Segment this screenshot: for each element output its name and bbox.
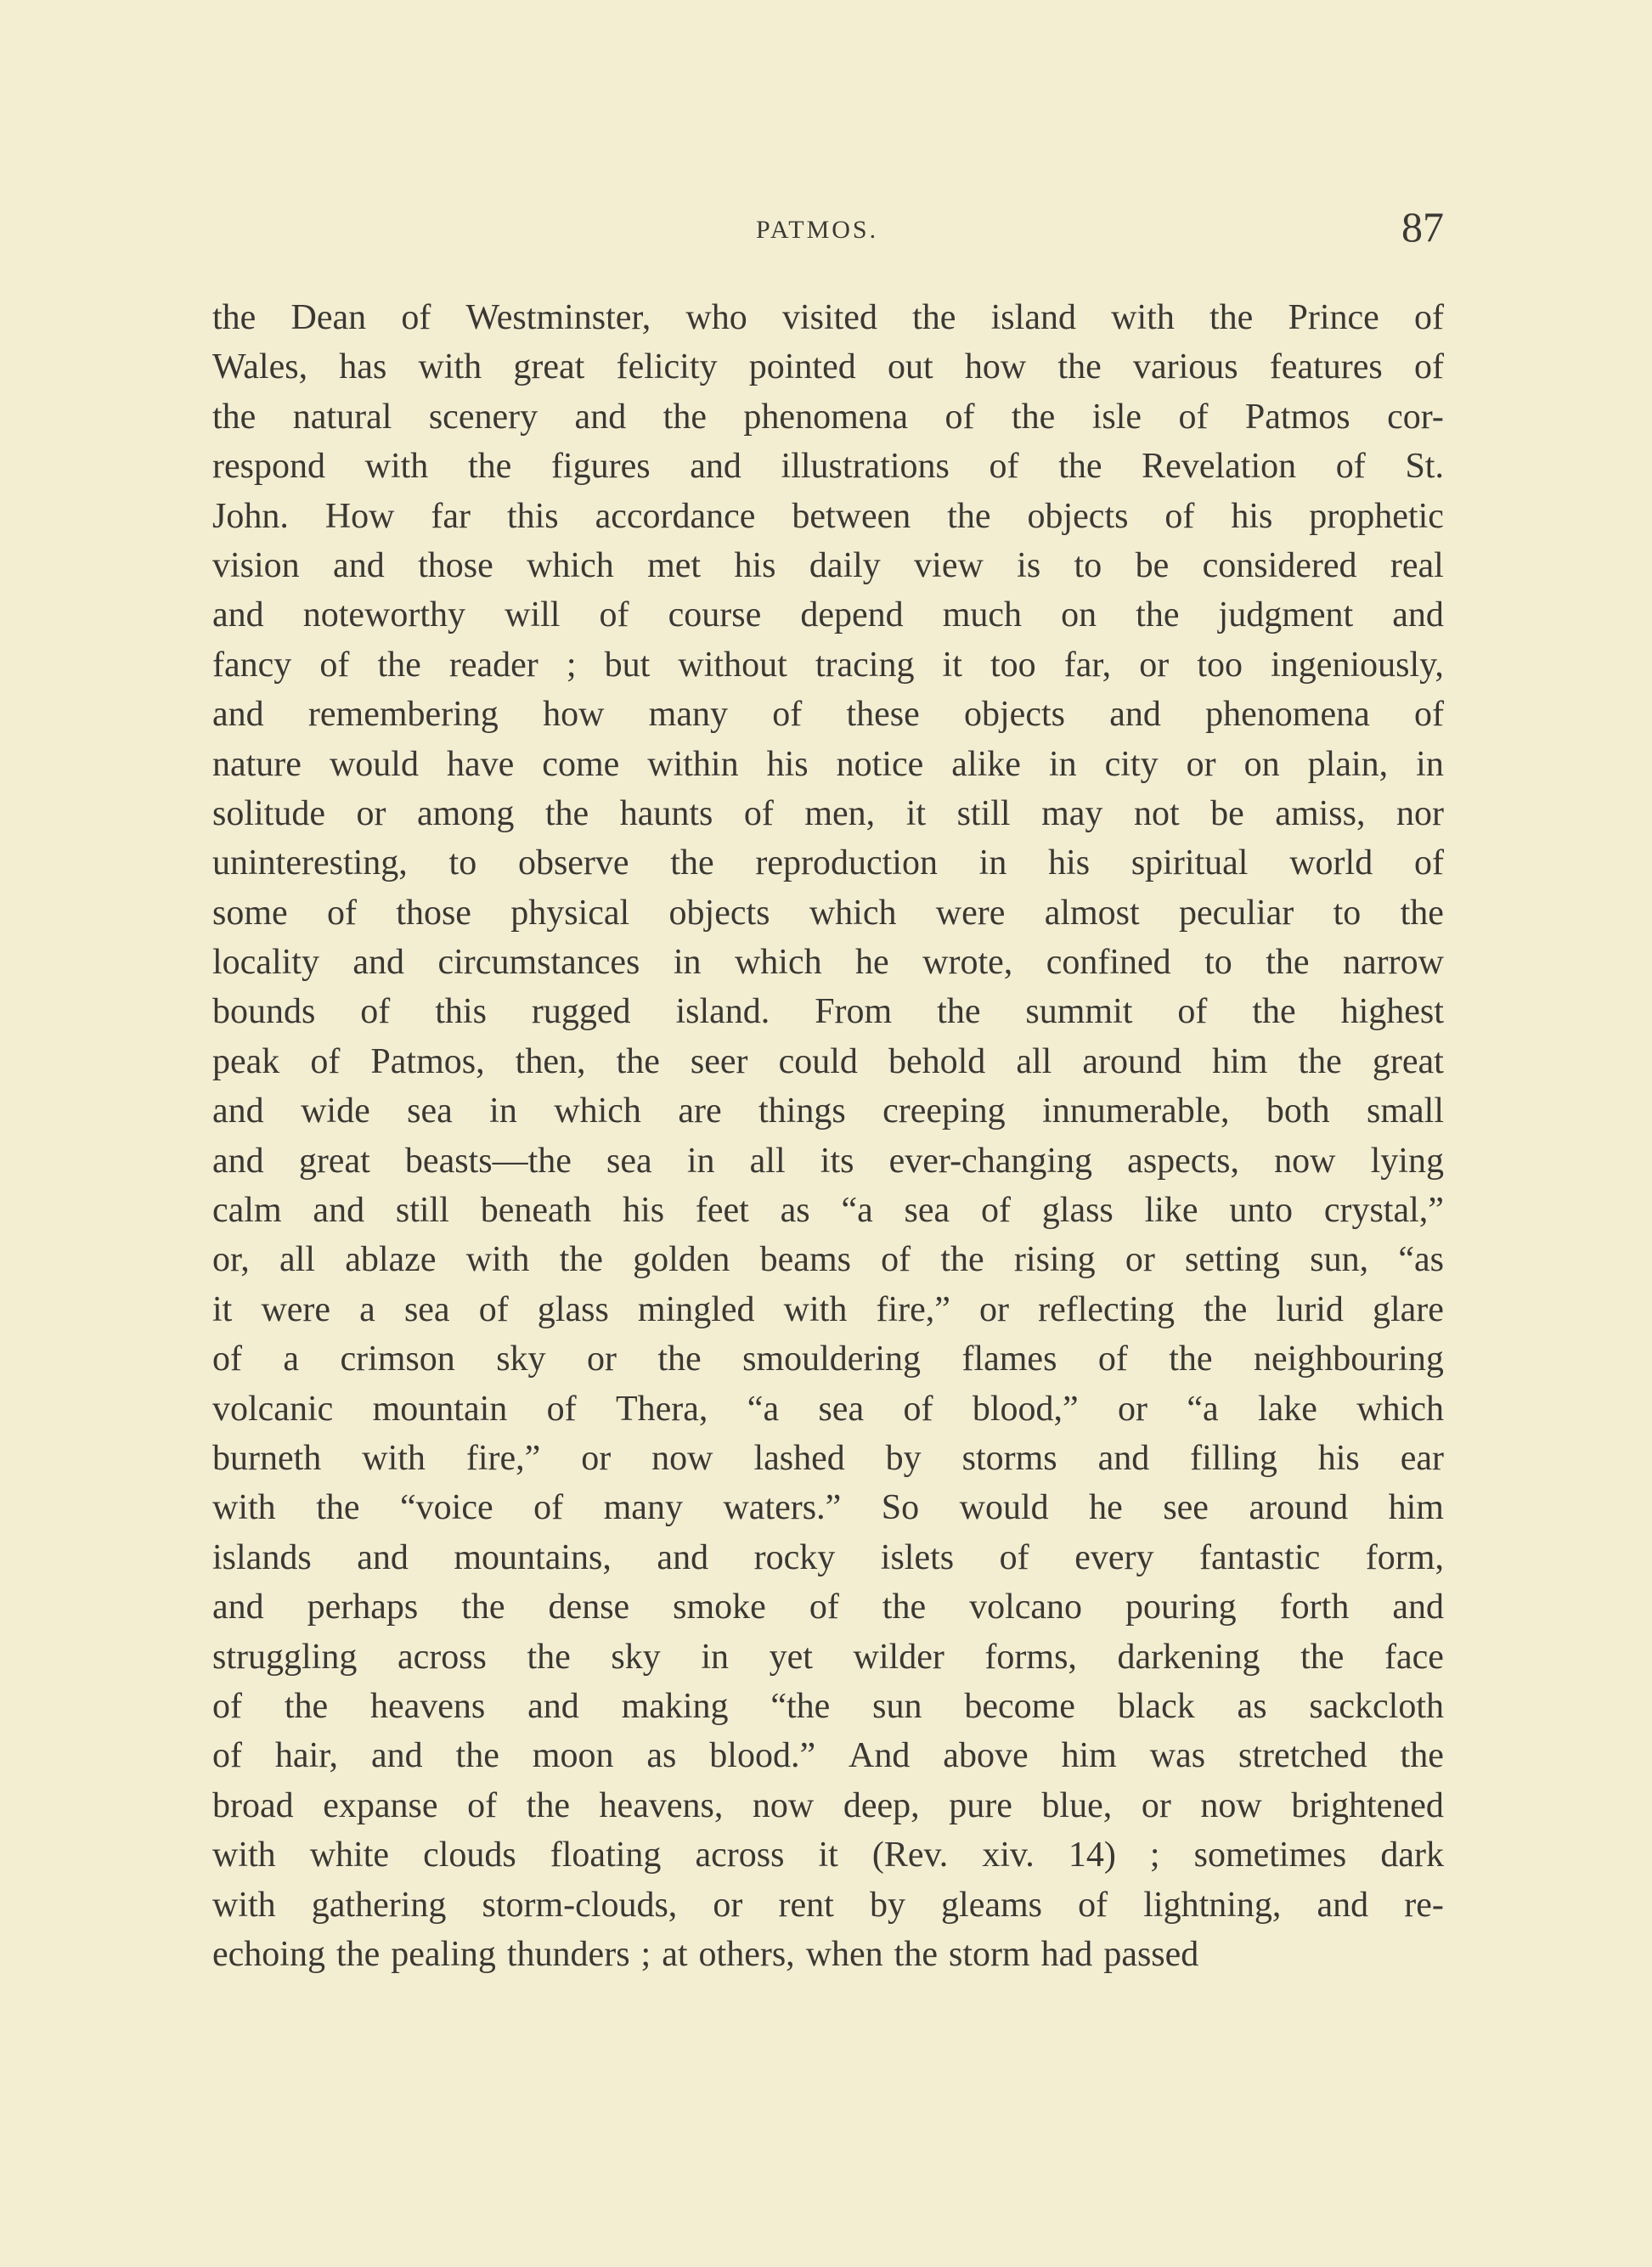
text-line: of the heavens and making “the sun become black as sackcloth — [212, 1686, 1444, 1726]
text-line: echoing the pealing thunders ; at others, when the storm had passed — [212, 1934, 1199, 1974]
text-line: respond with the figures and illustrations of the Revelation of St. — [212, 447, 1444, 487]
text-line: and remembering how many of these objects and phenomena of — [212, 695, 1444, 735]
text-line: islands and mountains, and rocky islets of every fantastic form, — [212, 1537, 1444, 1577]
running-title: PATMOS. — [756, 216, 879, 244]
text-line: locality and circumstances in which he wrote, confined to the narrow — [212, 943, 1444, 983]
running-head — [212, 202, 1444, 262]
text-line: and noteworthy will of course depend much on the judgment and — [212, 595, 1444, 635]
text-line: Wales, has with great felicity pointed out how the various features of — [212, 347, 1444, 387]
text-line: burneth with fire,” or now lashed by storms and filling his ear — [212, 1438, 1444, 1478]
text-line: with gathering storm-clouds, or rent by gleams of lightning, and re- — [212, 1885, 1444, 1925]
text-line: vision and those which met his daily view is to be considered real — [212, 545, 1444, 585]
text-line: and wide sea in which are things creeping innumerable, both small — [212, 1091, 1444, 1131]
body-text — [212, 293, 1444, 1979]
text-line: volcanic mountain of Thera, “a sea of blood,” or “a lake which — [212, 1389, 1444, 1429]
text-line: bounds of this rugged island. From the summit of the highest — [212, 992, 1444, 1032]
text-line: the natural scenery and the phenomena of the isle of Patmos cor- — [212, 397, 1444, 437]
text-line: with the “voice of many waters.” So would he see around him — [212, 1488, 1444, 1528]
text-line: and perhaps the dense smoke of the volcano pouring forth and — [212, 1587, 1444, 1627]
text-line: it were a sea of glass mingled with fire,” or reflecting the lurid glare — [212, 1289, 1444, 1329]
text-line: broad expanse of the heavens, now deep, pure blue, or now brightened — [212, 1785, 1444, 1825]
text-line: of hair, and the moon as blood.” And above him was stretched the — [212, 1736, 1444, 1776]
text-line: some of those physical objects which were almost peculiar to the — [212, 893, 1444, 933]
text-line: or, all ablaze with the golden beams of the rising or setting sun, “as — [212, 1240, 1444, 1280]
text-line: and great beasts—the sea in all its ever-changing aspects, now lying — [212, 1141, 1444, 1181]
text-line: with white clouds floating across it (Rev. xiv. 14) ; sometimes dark — [212, 1836, 1444, 1875]
text-line: of a crimson sky or the smouldering flames of the neighbouring — [212, 1339, 1444, 1379]
text-line: solitude or among the haunts of men, it still may not be amiss, nor — [212, 793, 1444, 833]
text-line: John. How far this accordance between the objects of his prophetic — [212, 496, 1444, 536]
page-number: 87 — [1401, 203, 1444, 251]
text-line: uninteresting, to observe the reproduction in his spiritual world of — [212, 843, 1444, 883]
text-line: fancy of the reader ; but without tracing it too far, or too ingeniously, — [212, 645, 1444, 685]
text-line: calm and still beneath his feet as “a sea of glass like unto crystal,” — [212, 1191, 1444, 1231]
text-line: the Dean of Westminster, who visited the island with the Prince of — [212, 298, 1444, 337]
text-line: peak of Patmos, then, the seer could behold all around him the great — [212, 1041, 1444, 1081]
text-line: nature would have come within his notice alike in city or on plain, in — [212, 744, 1444, 784]
text-line: struggling across the sky in yet wilder forms, darkening the face — [212, 1637, 1444, 1677]
